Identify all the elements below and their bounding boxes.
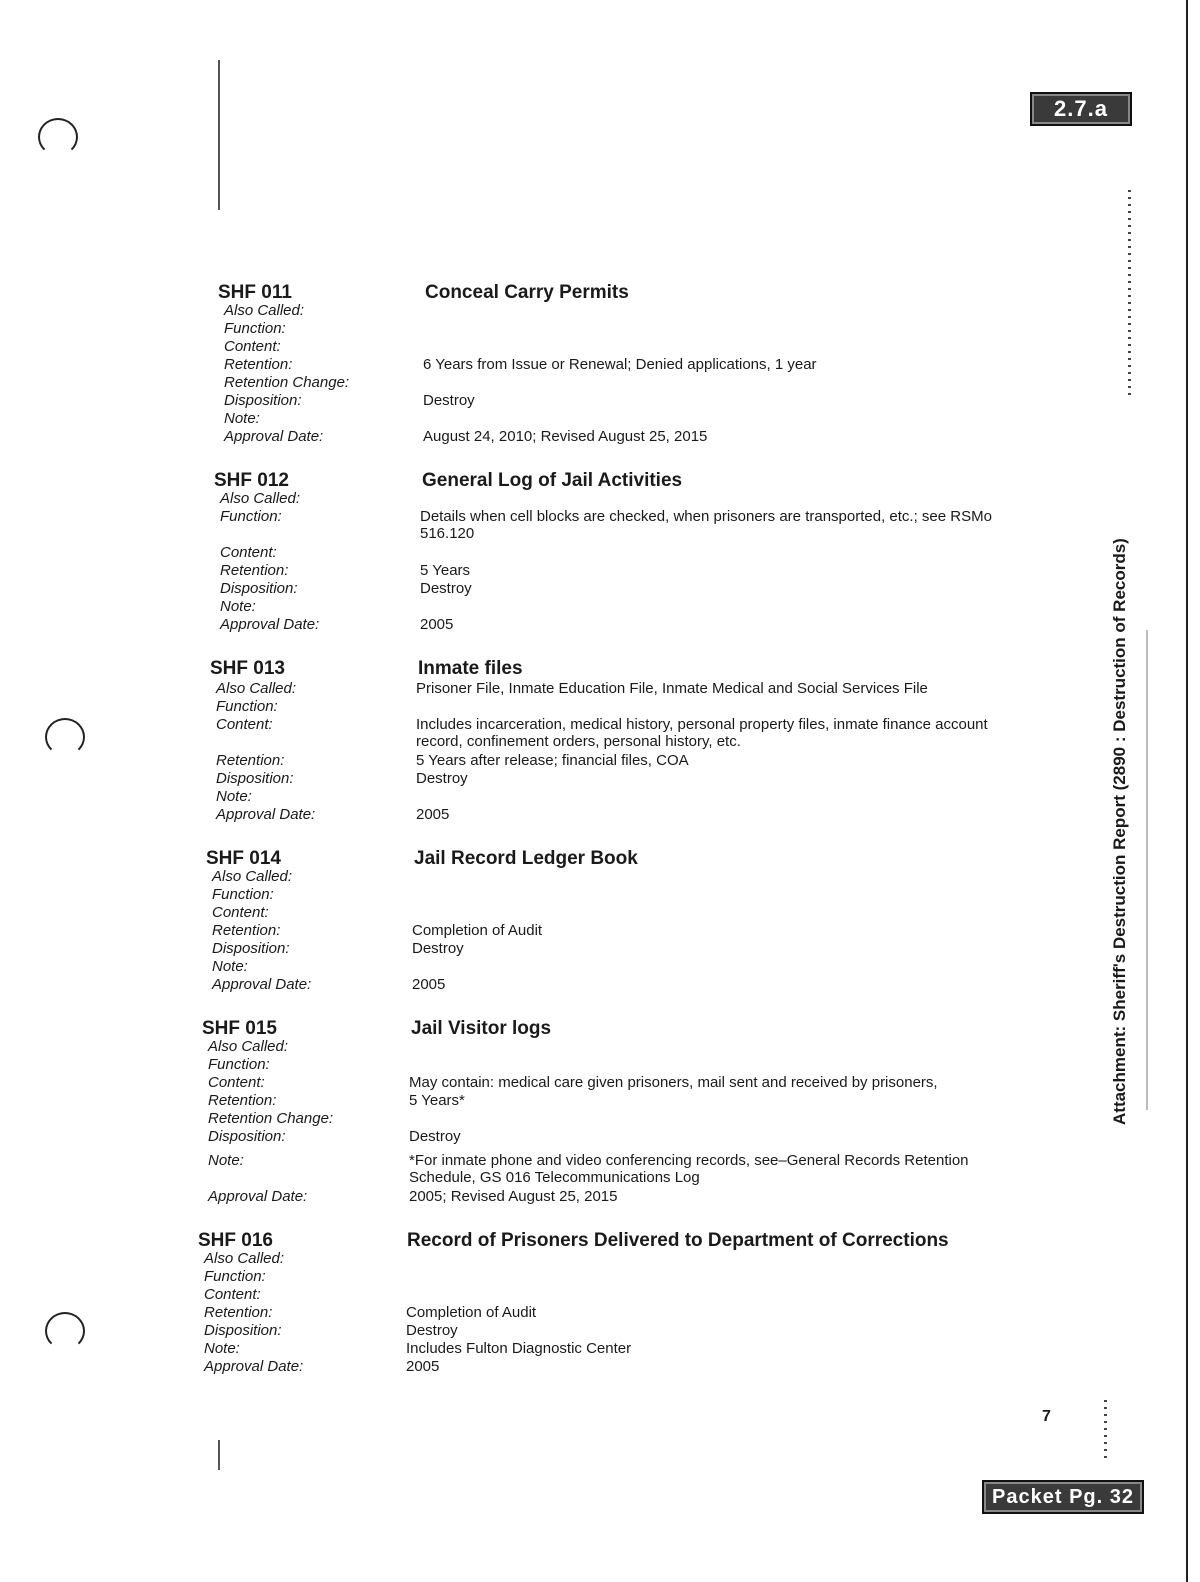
record-title: Inmate files (418, 658, 523, 679)
field-label: Function: (208, 1056, 270, 1073)
field-label: Approval Date: (208, 1188, 308, 1205)
field-label: Note: (204, 1340, 240, 1357)
margin-line (1146, 630, 1148, 1110)
scan-artifact-dots (1128, 190, 1131, 400)
field-label: Disposition: (220, 580, 298, 597)
field-label: Content: (204, 1286, 261, 1303)
field-label: Disposition: (224, 392, 302, 409)
field-label: Retention: (216, 752, 285, 769)
field-value: Destroy (406, 1322, 458, 1339)
field-value: Completion of Audit (412, 922, 543, 939)
record-title: Conceal Carry Permits (425, 282, 629, 303)
scan-artifact-line (218, 60, 220, 210)
page-edge-line (1186, 0, 1188, 1582)
attachment-badge: 2.7.a (1030, 92, 1132, 126)
field-label: Also Called: (212, 868, 293, 885)
page-number: 7 (1042, 1408, 1051, 1425)
field-label: Disposition: (208, 1128, 286, 1145)
field-label: Note: (216, 788, 252, 805)
scan-artifact-dots (1104, 1400, 1107, 1460)
field-label: Retention: (208, 1092, 277, 1109)
field-value: 2005 (416, 806, 450, 823)
field-label: Retention Change: (224, 374, 350, 391)
record-code: SHF 011 (218, 282, 292, 303)
field-value: Details when cell blocks are checked, when prisoners are transported, etc.; see RSMo 516.120 (420, 508, 992, 542)
field-value: *For inmate phone and video conferencing records, see–General Records Retention Schedule, GS 016 Telecommunications Log (409, 1152, 969, 1186)
field-value: Destroy (420, 580, 472, 597)
field-label: Approval Date: (220, 616, 320, 633)
punch-hole-bottom (45, 1312, 85, 1350)
field-label: Note: (208, 1152, 244, 1169)
field-value: Includes Fulton Diagnostic Center (406, 1340, 632, 1357)
field-label: Retention Change: (208, 1110, 334, 1127)
field-value: Includes incarceration, medical history, personal property files, inmate finance account record, confinement orders, personal history, etc. (416, 716, 988, 750)
field-label: Disposition: (212, 940, 290, 957)
field-value: Destroy (423, 392, 475, 409)
field-label: Approval Date: (224, 428, 324, 445)
field-value: 6 Years from Issue or Renewal; Denied applications, 1 year (423, 356, 817, 373)
field-label: Approval Date: (216, 806, 316, 823)
field-label: Also Called: (224, 302, 305, 319)
field-label: Retention: (204, 1304, 273, 1321)
field-label: Note: (224, 410, 260, 427)
record-code: SHF 012 (214, 470, 289, 491)
record-title: Jail Visitor logs (411, 1018, 552, 1039)
field-value: Completion of Audit (406, 1304, 537, 1321)
field-label: Retention: (212, 922, 281, 939)
field-label: Note: (212, 958, 248, 975)
field-value: 5 Years after release; financial files, COA (416, 752, 689, 769)
punch-hole-middle (45, 718, 85, 756)
field-label: Approval Date: (212, 976, 312, 993)
field-value: Prisoner File, Inmate Education File, Inmate Medical and Social Services File (416, 680, 928, 697)
field-label: Also Called: (208, 1038, 289, 1055)
field-label: Content: (220, 544, 277, 561)
field-label: Function: (212, 886, 274, 903)
field-label: Function: (204, 1268, 266, 1285)
field-label: Retention: (224, 356, 293, 373)
attachment-side-label: Attachment: Sheriff's Destruction Report (2890 : Destruction of Records) (1110, 538, 1129, 1125)
field-label: Approval Date: (204, 1358, 304, 1375)
field-value: 2005 (420, 616, 454, 633)
field-label: Also Called: (216, 680, 297, 697)
field-label: Also Called: (204, 1250, 285, 1267)
record-title: General Log of Jail Activities (422, 470, 683, 491)
record-title: Jail Record Ledger Book (414, 848, 638, 869)
field-value: 5 Years* (409, 1092, 465, 1109)
record-code: SHF 015 (202, 1018, 277, 1039)
punch-hole-top (38, 118, 78, 156)
field-value: 2005 (406, 1358, 440, 1375)
field-label: Retention: (220, 562, 289, 579)
record-title: Record of Prisoners Delivered to Department of Corrections (407, 1230, 949, 1251)
field-value: 5 Years (420, 562, 471, 579)
field-label: Disposition: (204, 1322, 282, 1339)
field-label: Content: (212, 904, 269, 921)
field-label: Content: (208, 1074, 265, 1091)
field-label: Disposition: (216, 770, 294, 787)
field-label: Content: (224, 338, 281, 355)
field-label: Note: (220, 598, 256, 615)
field-value: August 24, 2010; Revised August 25, 2015 (423, 428, 708, 445)
field-label: Also Called: (220, 490, 301, 507)
field-label: Function: (216, 698, 278, 715)
field-label: Function: (220, 508, 282, 525)
field-value: Destroy (409, 1128, 461, 1145)
scan-artifact-line (218, 1440, 220, 1470)
packet-page-badge: Packet Pg. 32 (982, 1480, 1144, 1514)
record-code: SHF 016 (198, 1230, 273, 1251)
record-code: SHF 013 (210, 658, 285, 679)
field-label: Content: (216, 716, 273, 733)
field-value: 2005 (412, 976, 446, 993)
field-value: 2005; Revised August 25, 2015 (409, 1188, 618, 1205)
field-value: Destroy (412, 940, 464, 957)
field-label: Function: (224, 320, 286, 337)
record-code: SHF 014 (206, 848, 281, 869)
field-value: Destroy (416, 770, 468, 787)
field-value: May contain: medical care given prisoners, mail sent and received by prisoners, (409, 1074, 938, 1091)
